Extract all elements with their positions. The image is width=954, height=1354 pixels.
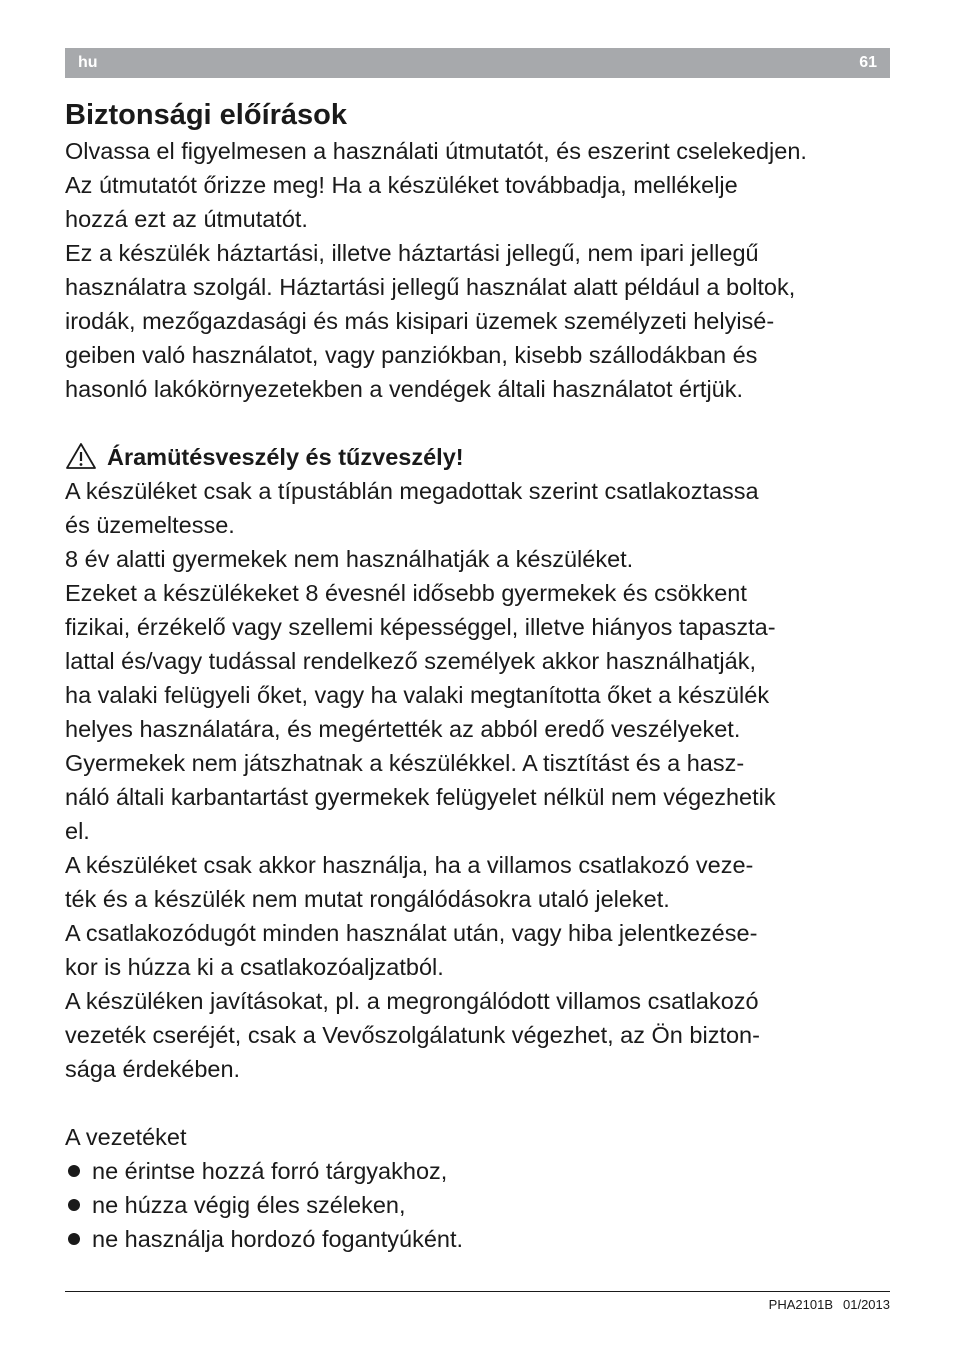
- list-item: [65, 1154, 895, 1188]
- intro-line: hasonló lakókörnyezetekben a vendégek általi használatot értjük.: [65, 376, 744, 402]
- bullet-icon: [68, 1233, 80, 1245]
- warning-line: náló általi karbantartást gyermekek felügyelet nélkül nem végezhetik: [65, 784, 776, 810]
- footer: [769, 1297, 890, 1312]
- print-date: 01/2013: [843, 1297, 890, 1312]
- footer-divider: [65, 1291, 890, 1292]
- list-item-text: ne érintse hozzá forró tárgyakhoz,: [92, 1158, 448, 1184]
- cord-section: [65, 1120, 895, 1256]
- language-code: hu: [78, 54, 98, 71]
- intro-section: [65, 134, 895, 406]
- warning-line: helyes használatára, és megértették az abból eredő veszélyeket.: [65, 716, 741, 742]
- page-number: 61: [859, 54, 877, 71]
- intro-line: irodák, mezőgazdasági és más kisipari üzemek személyzeti helyisé-: [65, 308, 775, 334]
- warning-title: Áramütésveszély és tűzveszély!: [107, 444, 464, 470]
- model-number: PHA2101B: [768, 1297, 833, 1312]
- warning-line: 8 év alatti gyermekek nem használhatják a készüléket.: [65, 546, 634, 572]
- intro-line: Olvassa el figyelmesen a használati útmutatót, és eszerint cselekedjen.: [65, 138, 807, 164]
- cord-intro: A vezetéket: [65, 1124, 187, 1150]
- list-item-text: ne húzza végig éles széleken,: [92, 1192, 406, 1218]
- list-item: [65, 1188, 895, 1222]
- bullet-icon: [68, 1199, 80, 1211]
- list-item: [65, 1222, 895, 1256]
- warning-line: A csatlakozódugót minden használat után, vagy hiba jelentkezése-: [65, 920, 758, 946]
- intro-line: használatra szolgál. Háztartási jellegű használat alatt például a boltok,: [65, 274, 796, 300]
- warning-line: sága érdekében.: [65, 1056, 241, 1082]
- spacer: [65, 406, 895, 440]
- warning-section: [65, 440, 895, 1086]
- intro-line: Ez a készülék háztartási, illetve háztartási jellegű, nem ipari jellegű: [65, 240, 759, 266]
- warning-line: A készüléket csak akkor használja, ha a villamos csatlakozó veze-: [65, 852, 754, 878]
- intro-line: Az útmutatót őrizze meg! Ha a készüléket továbbadja, mellékelje: [65, 172, 738, 198]
- spacer: [65, 1086, 895, 1120]
- header-bar: [65, 48, 890, 78]
- list-item-text: ne használja hordozó fogantyúként.: [92, 1226, 464, 1252]
- page-content: [65, 96, 895, 1256]
- cord-bullet-list: [65, 1154, 895, 1256]
- intro-line: hozzá ezt az útmutatót.: [65, 206, 308, 232]
- warning-line: fizikai, érzékelő vagy szellemi képességgel, illetve hiányos tapaszta-: [65, 614, 776, 640]
- warning-line: A készüléken javításokat, pl. a megrongálódott villamos csatlakozó: [65, 988, 759, 1014]
- intro-line: geiben való használatot, vagy panziókban, kisebb szállodákban és: [65, 342, 758, 368]
- warning-line: kor is húzza ki a csatlakozóaljzatból.: [65, 954, 444, 980]
- warning-heading: [65, 440, 895, 474]
- warning-line: ték és a készülék nem mutat rongálódásokra utaló jeleket.: [65, 886, 670, 912]
- warning-line: lattal és/vagy tudással rendelkező személyek akkor használhatják,: [65, 648, 757, 674]
- warning-line: Gyermekek nem játszhatnak a készülékkel. A tisztítást és a hasz-: [65, 750, 745, 776]
- warning-triangle-icon: [65, 442, 97, 470]
- warning-line: ha valaki felügyeli őket, vagy ha valaki megtanította őket a készülék: [65, 682, 770, 708]
- page-title: Biztonsági előírások: [65, 99, 348, 131]
- warning-line: és üzemeltesse.: [65, 512, 235, 538]
- warning-line: A készüléket csak a típustáblán megadottak szerint csatlakoztassa: [65, 478, 759, 504]
- warning-line: el.: [65, 818, 90, 844]
- warning-line: Ezeket a készülékeket 8 évesnél idősebb gyermekek és csökkent: [65, 580, 747, 606]
- bullet-icon: [68, 1165, 80, 1177]
- warning-line: vezeték cseréjét, csak a Vevőszolgálatunk végezhet, az Ön bizton-: [65, 1022, 760, 1048]
